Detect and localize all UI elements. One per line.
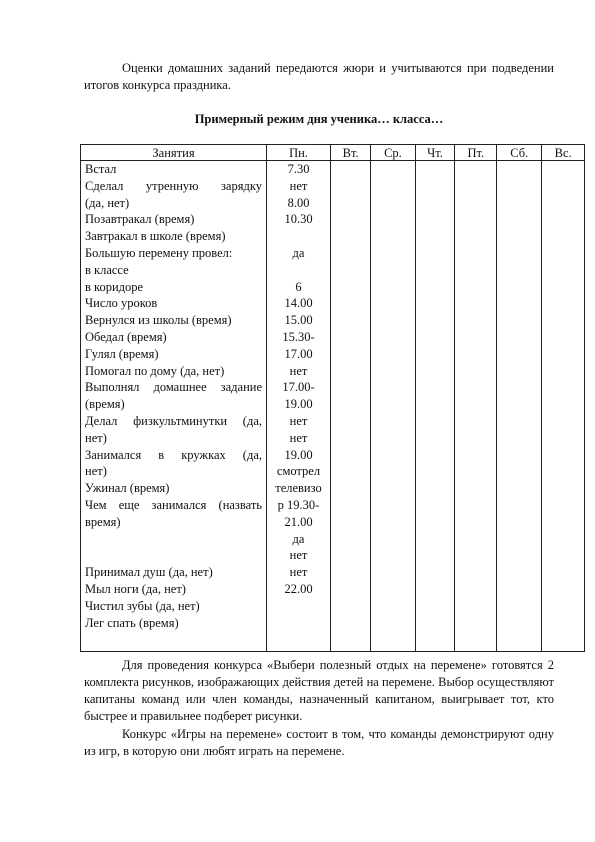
header-thu: Чт. — [415, 145, 455, 161]
activity-line: Лег спать (время) — [85, 615, 179, 630]
activity-line — [81, 547, 266, 564]
monday-value: 17.00 — [284, 346, 313, 361]
activity-line: Мыл ноги (да, нет) — [85, 581, 186, 596]
activity-line: (время) — [85, 397, 125, 412]
header-mon: Пн. — [267, 145, 331, 161]
table-header-row — [81, 145, 585, 161]
activity-line: в классе — [85, 262, 129, 277]
sunday-cell — [542, 161, 585, 652]
monday-value: 7.30 — [287, 162, 310, 176]
activity-line: Сделал утренную зарядку — [85, 178, 262, 193]
monday-value — [267, 262, 330, 279]
activity-line: время) — [85, 514, 121, 529]
monday-value — [267, 615, 330, 632]
monday-value: нет — [289, 548, 308, 563]
wednesday-cell — [371, 161, 415, 652]
monday-value: телевизо — [275, 481, 322, 496]
activity-line: нет) — [85, 464, 107, 479]
intro-paragraph: Оценки домашних заданий передаются жюри и учитываются при подведении итогов конкурса праздника. — [84, 61, 554, 92]
thursday-cell — [415, 161, 455, 652]
activity-line: Позавтракал (время) — [85, 212, 195, 227]
monday-value: 15.30- — [282, 329, 315, 344]
activities-cell — [81, 161, 267, 652]
activity-line — [81, 531, 266, 548]
monday-value: 15.00 — [284, 313, 313, 328]
activity-line: Гулял (время) — [85, 346, 159, 361]
activity-line: Принимал душ (да, нет) — [85, 565, 213, 580]
monday-value: нет — [289, 363, 308, 378]
monday-value: 8.00 — [287, 195, 310, 210]
activity-line: Чистил зубы (да, нет) — [85, 598, 200, 613]
monday-value: нет — [289, 430, 308, 445]
monday-value: р 19.30- — [277, 497, 320, 512]
monday-value: нет — [289, 178, 308, 193]
monday-value: смотрел — [276, 464, 321, 479]
monday-value: 21.00 — [284, 514, 313, 529]
activity-line: Вернулся из школы (время) — [85, 313, 232, 328]
activity-line: Большую перемену провел: — [85, 245, 233, 260]
header-activities: Занятия — [81, 145, 267, 161]
activity-line: Делал физкультминутки (да, — [85, 413, 262, 428]
monday-value: 6 — [295, 279, 302, 294]
monday-value: нет — [289, 413, 308, 428]
table-title: Примерный режим дня ученика… класса… — [194, 112, 444, 126]
activity-line: Чем еще занимался (назвать — [85, 497, 262, 512]
monday-value: нет — [289, 565, 308, 580]
activity-line: нет) — [85, 430, 107, 445]
activity-line: Встал — [85, 162, 117, 176]
saturday-cell — [497, 161, 542, 652]
activity-line: Выполнял домашнее задание — [85, 380, 262, 395]
tuesday-cell — [331, 161, 371, 652]
daily-schedule-table — [80, 144, 585, 652]
monday-value: 22.00 — [284, 581, 313, 596]
contest-paragraph-2: Конкурс «Игры на перемене» состоит в том, что команды демонстрируют одну из игр, в которую они любят играть на перемене. — [84, 727, 554, 758]
monday-value: 14.00 — [284, 296, 313, 311]
activity-line: Обедал (время) — [85, 329, 167, 344]
header-tue: Вт. — [331, 145, 371, 161]
header-sun: Вс. — [542, 145, 585, 161]
activity-line: Завтракал в школе (время) — [85, 229, 226, 244]
activity-line: в коридоре — [85, 279, 144, 294]
header-sat: Сб. — [497, 145, 542, 161]
header-wed: Ср. — [371, 145, 415, 161]
activity-line: (да, нет) — [85, 195, 130, 210]
activity-line: Ужинал (время) — [85, 481, 170, 496]
monday-value: 19.00 — [284, 397, 313, 412]
activity-line: Число уроков — [85, 296, 158, 311]
monday-value: 17.00- — [282, 380, 315, 395]
monday-value: да — [292, 531, 305, 546]
friday-cell — [455, 161, 497, 652]
contest-paragraph-1: Для проведения конкурса «Выбери полезный отдых на перемене» готовятся 2 комплекта рисунков, изображающих действия детей на перемене. Выбор осуществляют капитаны команд или член команды, назначенный капитаном, выигрывает тот, кто быстрее и правильнее подберет рисунки. — [84, 658, 554, 723]
monday-value: 10.30 — [284, 212, 313, 227]
monday-value: да — [292, 245, 305, 260]
header-fri: Пт. — [455, 145, 497, 161]
monday-value — [267, 228, 330, 245]
activity-line: Помогал по дому (да, нет) — [85, 363, 225, 378]
monday-cell — [267, 161, 331, 652]
table-body-row — [81, 161, 585, 652]
monday-value — [267, 598, 330, 615]
activity-line: Занимался в кружках (да, — [85, 447, 262, 462]
monday-value: 19.00 — [284, 447, 313, 462]
